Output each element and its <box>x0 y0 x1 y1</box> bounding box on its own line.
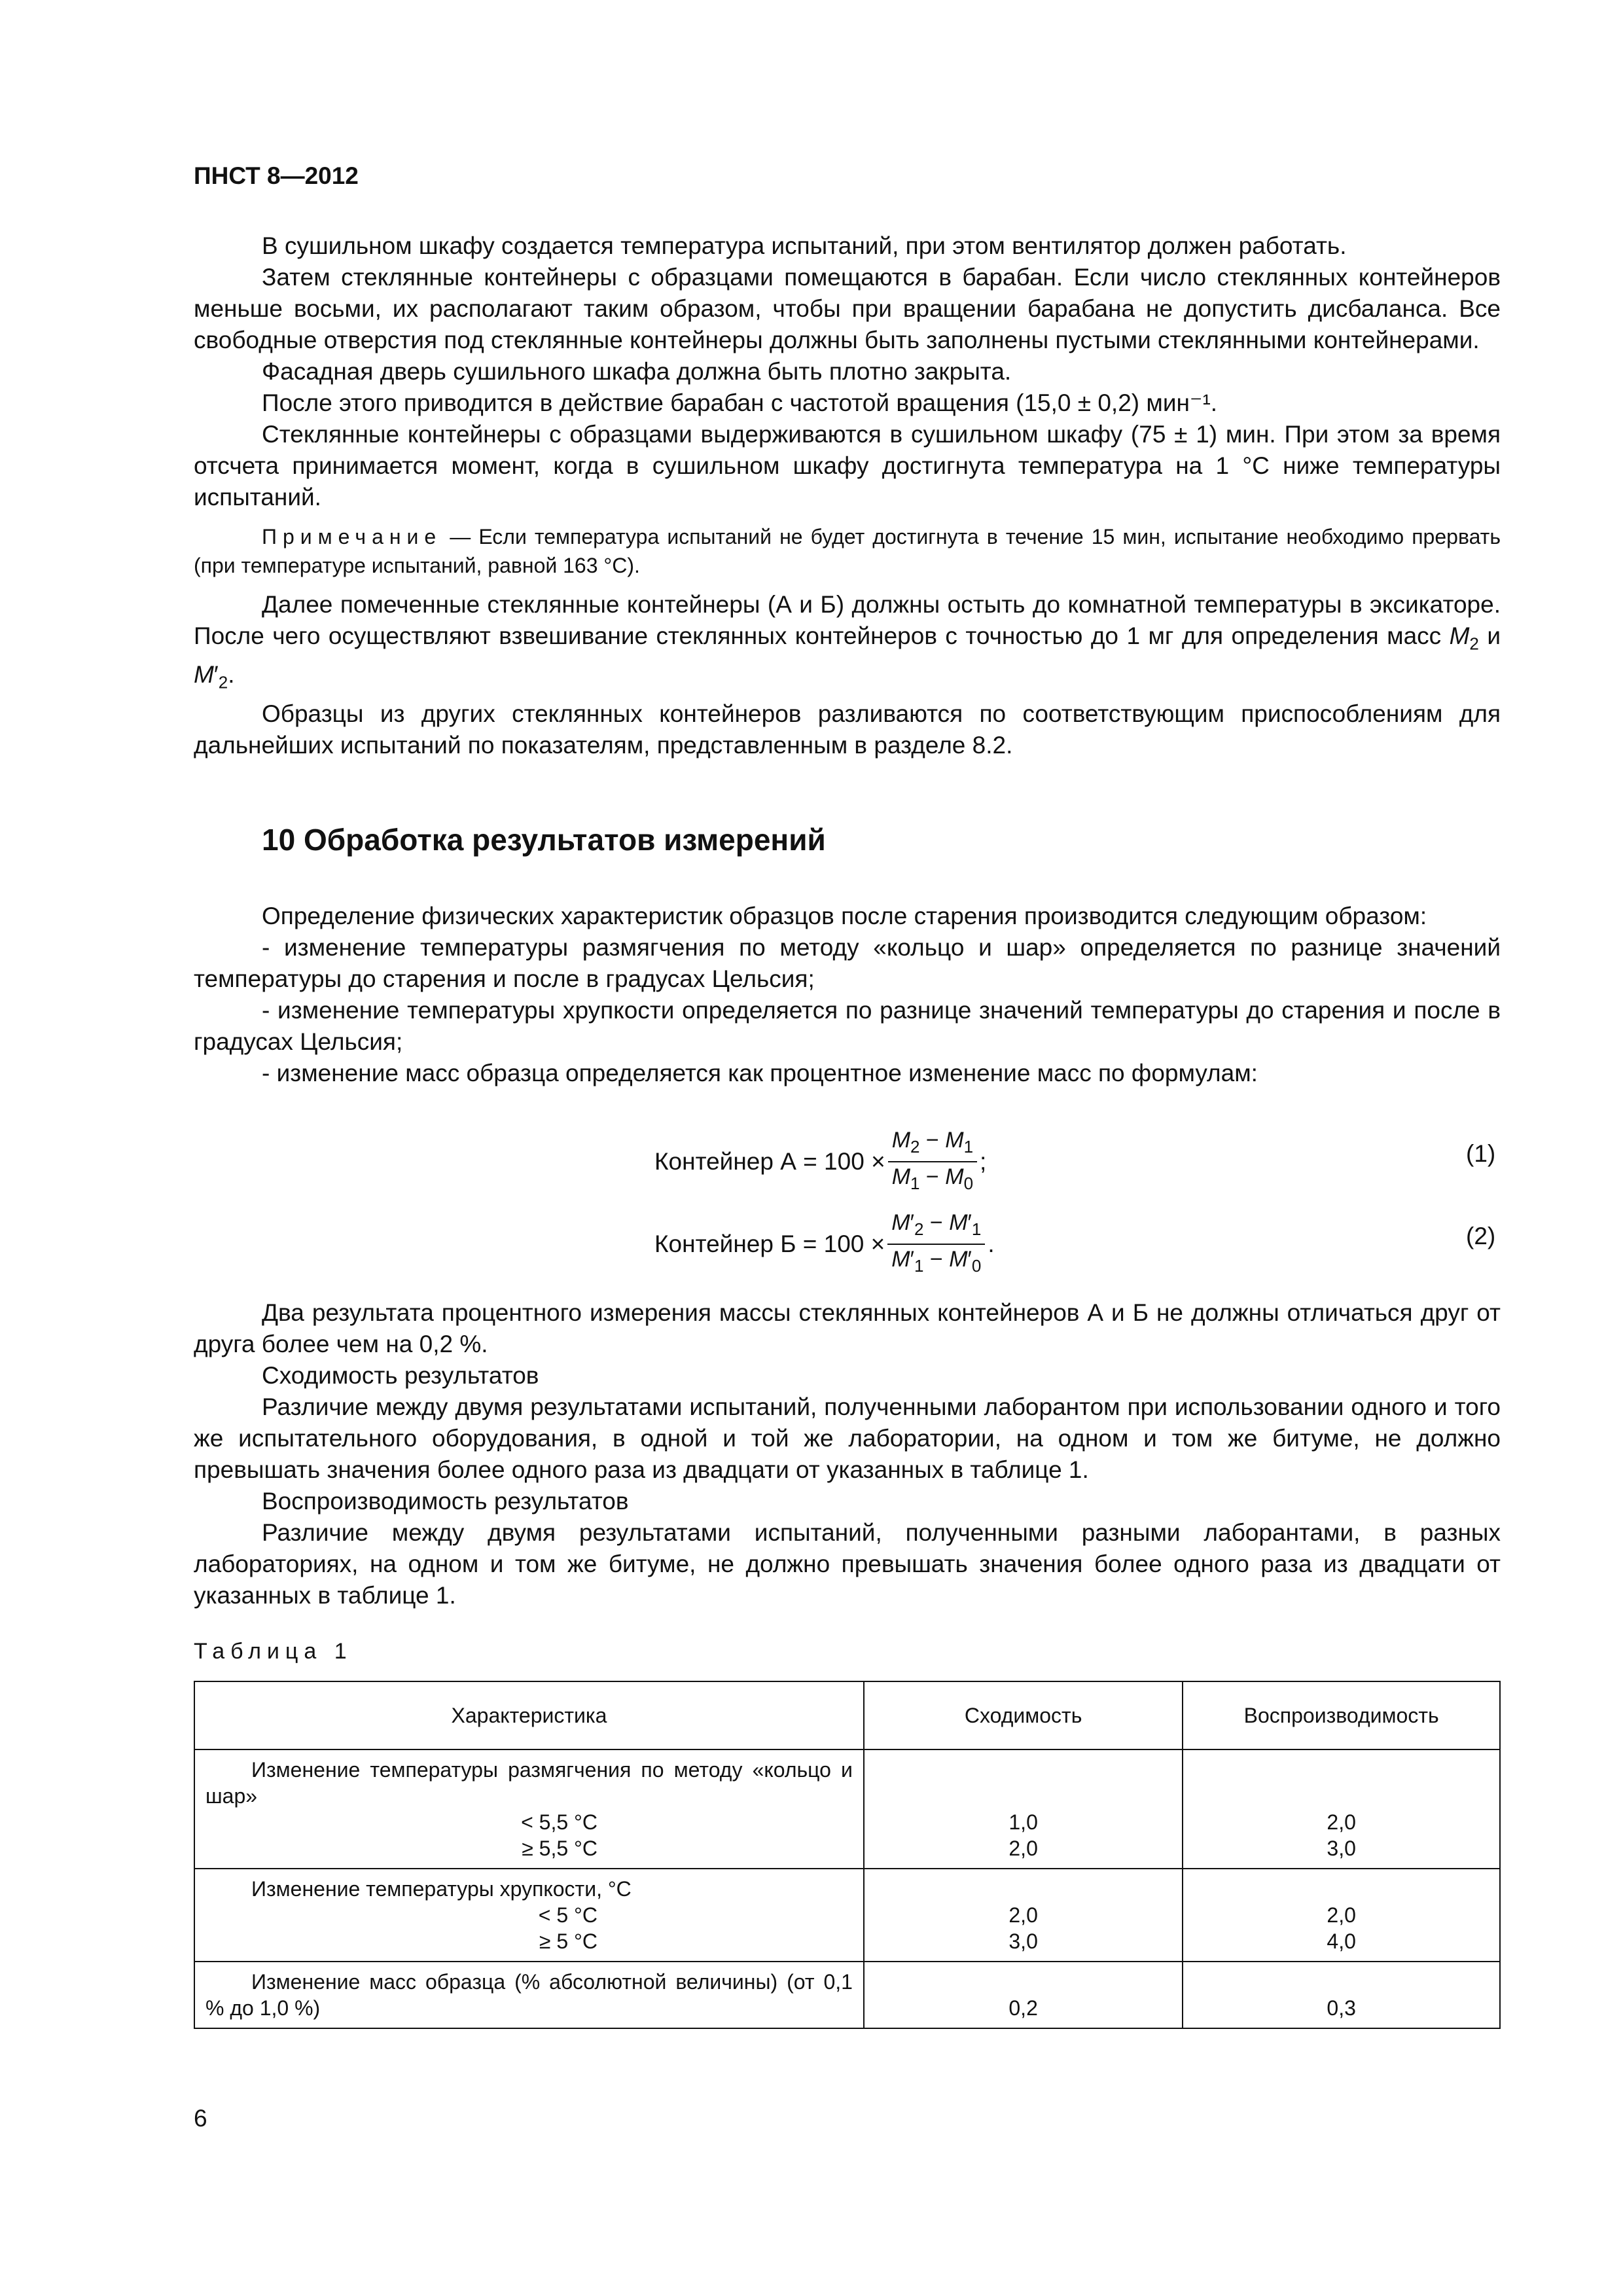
paragraph: После этого приводится в действие барабан с частотой вращения (15,0 ± 0,2) мин⁻¹. <box>262 389 1218 416</box>
section-heading: 10 Обработка результатов измерений <box>262 823 826 857</box>
table-cell-reproducibility: 0,3 <box>1183 1962 1500 2028</box>
table-cell-reproducibility: 2,0 4,0 <box>1183 1869 1500 1962</box>
table-cell-characteristic: Изменение температуры хрупкости, °C < 5 °C ≥ 5 °C <box>194 1869 864 1962</box>
paragraph: Затем стеклянные контейнеры с образцами помещаются в барабан. Если число стеклянных контейнеров меньше восьми, их располагают таким образом, чтобы при вращении барабана не допустить дисбаланса. Все свободные отверстия под стеклянные контейнеры должны быть заполнены пустыми стеклянными контейнерами. <box>194 264 1501 353</box>
table-header: Характеристика <box>194 1681 864 1749</box>
note-text: — Если температура испытаний не будет достигнута в течение 15 мин, испытание необходимо прервать (при температуре испытаний, равной 163 °C). <box>194 525 1501 577</box>
page-number: 6 <box>194 2105 207 2132</box>
note <box>194 522 1501 580</box>
table-row <box>194 1869 1500 1962</box>
paragraph: Различие между двумя результатами испытаний, полученными лаборантом при использовании одного и того же испытательного оборудования, в одной и той же лаборатории, на одном и том же битуме, не должно превышать значения более одного раза из двадцати от указанных в таблице 1. <box>194 1393 1501 1483</box>
formula-1: Контейнер А = 100 × $\frac{M_2 - M_1}{M_1 - M_0}$ ; <box>654 1127 986 1196</box>
body-text-top <box>194 230 1501 761</box>
body-text-bottom <box>194 1297 1501 1611</box>
table-cell-convergence: 0,2 <box>864 1962 1183 2028</box>
table-caption: Таблица 1 <box>194 1639 353 1664</box>
table-header: Сходимость <box>864 1681 1183 1749</box>
table-header: Воспроизводимость <box>1183 1681 1500 1749</box>
document-code: ПНСТ 8—2012 <box>194 162 359 189</box>
table-cell-reproducibility: 2,0 3,0 <box>1183 1749 1500 1869</box>
table-cell-convergence: 1,0 2,0 <box>864 1749 1183 1869</box>
table-row <box>194 1962 1500 2028</box>
formula-2: Контейнер Б = 100 × $\frac{M'_2 - M'_1}{M'_1 - M'_0}$ . <box>654 1210 995 1279</box>
table-header-row <box>194 1681 1500 1749</box>
results-table <box>194 1681 1501 2029</box>
paragraph: Далее помеченные стеклянные контейнеры (А и Б) должны остыть до комнатной температуры в эксикаторе. После чего осуществляют взвешивание стеклянных контейнеров с точностью до 1 мг для определения масс $M_2$ и $M'_2$. <box>194 591 1501 692</box>
paragraph: Определение физических характеристик образцов после старения производится следующим образом: <box>262 903 1427 929</box>
fraction: $\frac{M_2 - M_1}{M_1 - M_0}$ <box>888 1127 977 1196</box>
subheading: Сходимость результатов <box>262 1362 539 1389</box>
list-item: - изменение температуры хрупкости определяется по разнице значений температуры до старения и после в градусах Цельсия; <box>194 997 1501 1055</box>
note-label: Примечание <box>262 525 442 548</box>
formula-number-2: (2) <box>1466 1223 1496 1249</box>
paragraph: Стеклянные контейнеры с образцами выдерживаются в сушильном шкафу (75 ± 1) мин. При этом за время отсчета принимается момент, когда в сушильном шкафу достигнута температура на 1 °C ниже температуры испытаний. <box>194 421 1501 511</box>
list-item: - изменение масс образца определяется как процентное изменение масс по формулам: <box>262 1060 1258 1086</box>
paragraph: Фасадная дверь сушильного шкафа должна быть плотно закрыта. <box>262 358 1012 385</box>
table-cell-characteristic: Изменение масс образца (% абсолютной величины) (от 0,1 % до 1,0 %) <box>194 1962 864 2028</box>
subheading: Воспроизводимость результатов <box>262 1488 629 1515</box>
formula-number-1: (1) <box>1466 1140 1496 1167</box>
body-text-section <box>194 901 1501 1089</box>
fraction: $\frac{M'_2 - M'_1}{M'_1 - M'_0}$ <box>887 1210 985 1279</box>
table-row <box>194 1749 1500 1869</box>
table-cell-convergence: 2,0 3,0 <box>864 1869 1183 1962</box>
paragraph: Различие между двумя результатами испытаний, полученными разными лаборантами, в разных лабораториях, на одном и том же битуме, не должно превышать значения более одного раза из двадцати от указанных в таблице 1. <box>194 1519 1501 1609</box>
paragraph: Два результата процентного измерения массы стеклянных контейнеров А и Б не должны отличаться друг от друга более чем на 0,2 %. <box>194 1299 1501 1357</box>
list-item: - изменение температуры размягчения по методу «кольцо и шар» определяется по разнице значений температуры до старения и после в градусах Цельсия; <box>194 934 1501 992</box>
table-cell-characteristic: Изменение температуры размягчения по методу «кольцо и шар» < 5,5 °C ≥ 5,5 °C <box>194 1749 864 1869</box>
paragraph: Образцы из других стеклянных контейнеров разливаются по соответствующим приспособлениям для дальнейших испытаний по показателям, представленным в разделе 8.2. <box>194 700 1501 759</box>
paragraph: В сушильном шкафу создается температура испытаний, при этом вентилятор должен работать. <box>262 232 1347 259</box>
